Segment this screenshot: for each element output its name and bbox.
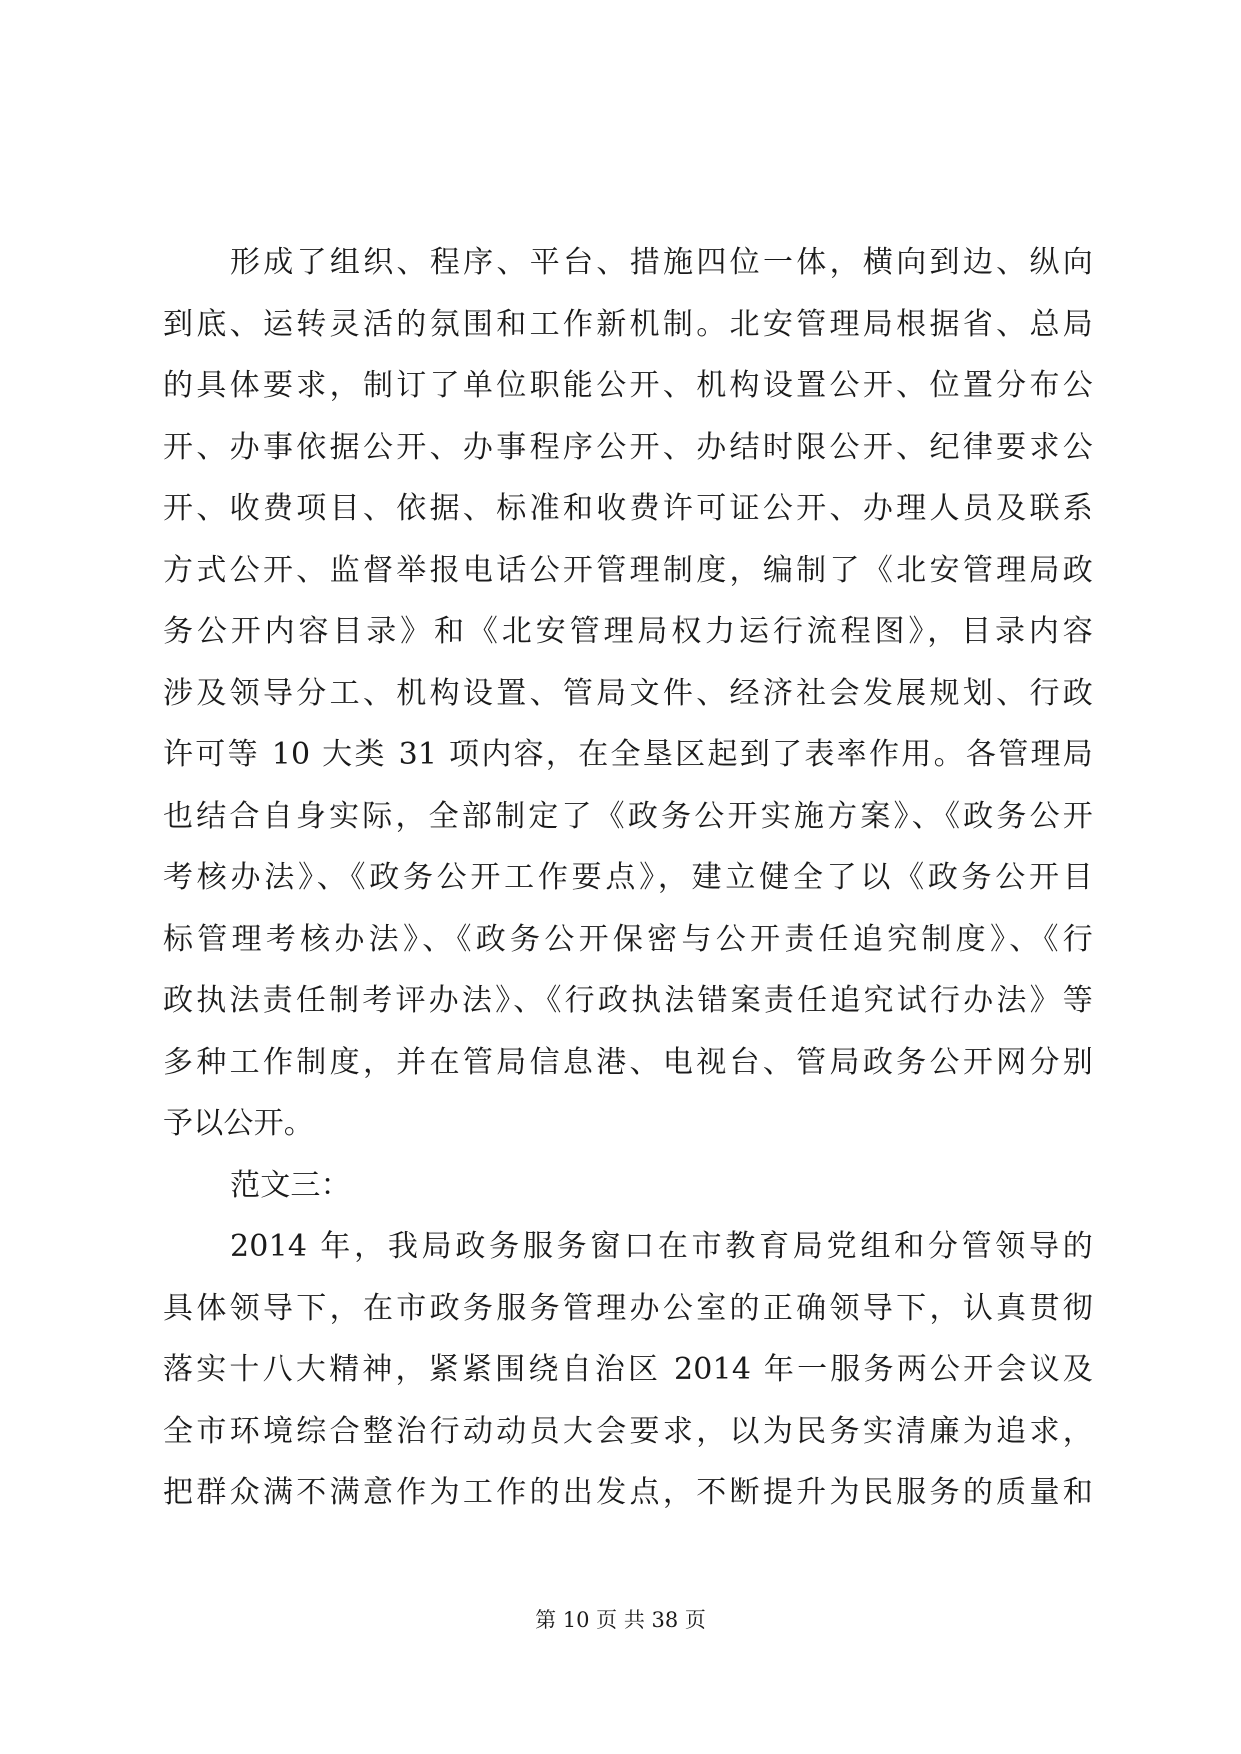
text-line: 把群众满不满意作为工作的出发点，不断提升为民服务的质量和 — [163, 1475, 1093, 1510]
text-line: 标管理考核办法》、《政务公开保密与公开责任追究制度》、《行 — [163, 921, 1093, 957]
text-line: 政执法责任制考评办法》、《行政执法错案责任追究试行办法》等 — [163, 983, 1093, 1018]
text-line: 考核办法》、《政务公开工作要点》，建立健全了以《政务公开目 — [163, 860, 1093, 895]
text-line: 形成了组织、程序、平台、措施四位一体，横向到边、纵向 — [230, 245, 1093, 280]
text-line: 具体领导下，在市政务服务管理办公室的正确领导下，认真贯彻 — [163, 1290, 1093, 1326]
text-line: 予以公开。 — [163, 1106, 314, 1141]
text-line: 也结合自身实际，全部制定了《政务公开实施方案》、《政务公开 — [163, 798, 1093, 834]
body-text — [163, 232, 1093, 1524]
text-line: 范文三： — [230, 1167, 351, 1203]
text-line: 许可等 10 大类 31 项内容，在全垦区起到了表率作用。各管理局 — [163, 737, 1093, 772]
text-line: 开、收费项目、依据、标准和收费许可证公开、办理人员及联系 — [163, 491, 1093, 526]
text-line: 2014 年，我局政务服务窗口在市教育局党组和分管领导的 — [230, 1229, 1093, 1264]
text-line: 开、办事依据公开、办事程序公开、办结时限公开、纪律要求公 — [163, 429, 1093, 465]
text-line: 多种工作制度，并在管局信息港、电视台、管局政务公开网分别 — [163, 1044, 1093, 1080]
text-line: 的具体要求，制订了单位职能公开、机构设置公开、位置分布公 — [163, 368, 1093, 403]
text-line: 涉及领导分工、机构设置、管局文件、经济社会发展规划、行政 — [163, 675, 1093, 711]
text-line: 方式公开、监督举报电话公开管理制度，编制了《北安管理局政 — [163, 552, 1093, 588]
text-line: 全市环境综合整治行动动员大会要求，以为民务实清廉为追求， — [163, 1413, 1093, 1449]
page-footer: 第 10 页 共 38 页 — [535, 1608, 706, 1632]
text-line: 到底、运转灵活的氛围和工作新机制。北安管理局根据省、总局 — [163, 306, 1093, 342]
text-line: 务公开内容目录》和《北安管理局权力运行流程图》，目录内容 — [163, 614, 1093, 649]
text-line: 落实十八大精神，紧紧围绕自治区 2014 年一服务两公开会议及 — [163, 1352, 1093, 1387]
